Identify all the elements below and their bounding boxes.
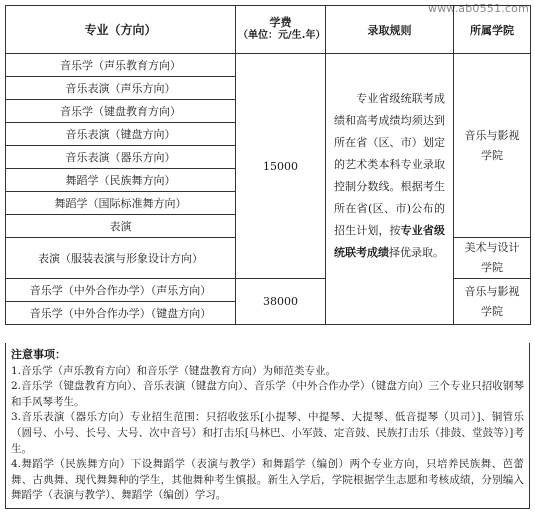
- note-item: 1.音乐学（声乐教育方向）和音乐学（键盘教育方向）为师范类专业。: [11, 364, 337, 377]
- header-fee-unit: （单位：元/生.年）: [238, 30, 326, 42]
- major-cell: 音乐学（声乐教育方向）: [6, 54, 236, 77]
- watermark: www.ab0551.com: [428, 2, 529, 15]
- major-cell: 音乐学（中外合作办学）（声乐方向）: [6, 279, 236, 302]
- header-fee: [236, 6, 326, 54]
- major-cell: 表演: [6, 215, 236, 238]
- note-item: 2.音乐学（键盘教育方向）、音乐表演（键盘方向）、音乐学（中外合作办学）（键盘方向）三个专业只招收钢琴和手风琴考生。: [11, 380, 524, 408]
- major-cell: 音乐表演（器乐方向）: [6, 146, 236, 169]
- notes-section: [5, 343, 530, 509]
- major-cell: 音乐表演（键盘方向）: [6, 123, 236, 146]
- college-cell: 音乐与影视学院: [454, 279, 531, 325]
- header-college: 所属学院: [454, 6, 531, 54]
- major-cell: 音乐表演（声乐方向）: [6, 77, 236, 100]
- college-cell: 音乐与影视学院: [454, 54, 531, 238]
- note-item: 3.音乐表演（器乐方向）专业招生范围：只招收弦乐[小提琴、中提琴、大提琴、低音提琴（贝司）]、铜管乐（圆号、小号、长号、大号、次中音号）和打击乐[马林巴、小军鼓、定音鼓、民族打击乐（排鼓、堂鼓等）]考生。: [11, 411, 524, 455]
- fee-cell: 38000: [236, 279, 326, 325]
- major-cell: 音乐学（中外合作办学）（键盘方向）: [6, 302, 236, 325]
- header-major: 专业（方向）: [6, 6, 236, 54]
- notes-title: 注意事项：: [11, 348, 66, 361]
- major-cell: 舞蹈学（国际标准舞方向）: [6, 192, 236, 215]
- major-cell: 表演（服装表演与形象设计方向）: [6, 238, 236, 279]
- admission-table: [5, 5, 531, 325]
- college-cell: 美术与设计学院: [454, 238, 531, 279]
- rule-text-before: 专业省级统联考成绩和高考成绩均须达到所在省（区、市）划定的艺术类本科专业录取控制分数线。根据考生所在省(区、市)公布的招生计划，按: [334, 92, 445, 237]
- note-item: 4.舞蹈学（民族舞方向）下设舞蹈学（表演与教学）和舞蹈学（编创）两个专业方向，只培养民族舞、芭蕾舞、古典舞、现代舞舞种的学生，其他舞种考生慎报。新生入学后，学院根据学生志愿和考核成绩，分别编入舞蹈学（表演与教学）、舞蹈学（编创）学习。: [11, 458, 524, 502]
- header-rule: 录取规则: [326, 6, 454, 54]
- table-header-row: [6, 6, 531, 54]
- fee-cell: 15000: [236, 54, 326, 279]
- rule-text-bold: 专业省级统联考成绩: [334, 224, 446, 259]
- table-row: [6, 54, 531, 77]
- major-cell: 音乐学（键盘教育方向）: [6, 100, 236, 123]
- rule-text-after: 择优录取。: [389, 246, 444, 259]
- admission-rule-cell: [326, 54, 454, 325]
- header-fee-title: 学费: [269, 16, 292, 30]
- major-cell: 舞蹈学（民族舞方向）: [6, 169, 236, 192]
